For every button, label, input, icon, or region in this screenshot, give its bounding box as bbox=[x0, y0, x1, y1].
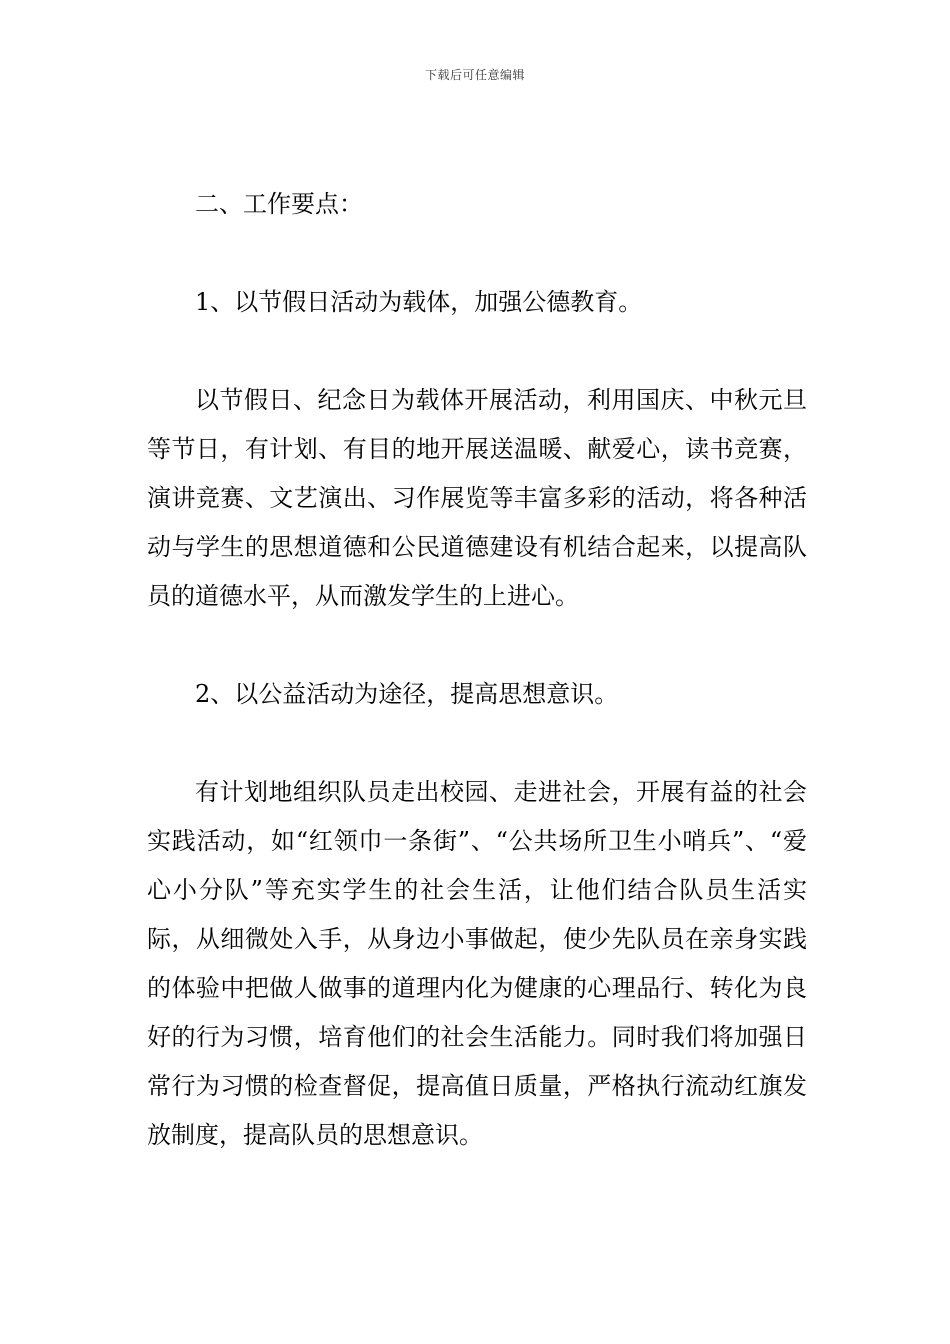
item2-title: 2、以公益活动为途径，提高思想意识。 bbox=[195, 680, 619, 708]
section-title: 二、工作要点： bbox=[195, 190, 363, 218]
spacer bbox=[147, 621, 807, 670]
item2-body: 有计划地组织队员走出校园、走进社会，开展有益的社会实践活动，如“红领巾一条街”、“公共场所卫生小哨兵”、“爱心小分队”等充实学生的社会生活，让他们结合队员生活实际，从细微处入手，从身边小事做起，使少先队员在亲身实践的体验中把做人做事的道理内化为健康的心理品行、转化为良好的行为习惯，培育他们的社会生活能力。同时我们将加强日常行为习惯的检查督促，提高值日质量，严格执行流动红旗发放制度，提高队员的思想意识。 bbox=[147, 778, 807, 1149]
item1-body: 以节假日、纪念日为载体开展活动，利用国庆、中秋元旦等节日，有计划、有目的地开展送温暖、献爱心，读书竞赛，演讲竞赛、文艺演出、习作展览等丰富多彩的活动，将各种活动与学生的思想道德和公民道德建设有机结合起来，以提高队员的道德水平，从而激发学生的上进心。 bbox=[147, 386, 807, 610]
header-note: 下载后可任意编辑 bbox=[424, 68, 525, 82]
spacer bbox=[147, 229, 807, 278]
spacer bbox=[147, 327, 807, 376]
item1-title: 1、以节假日活动为载体，加强公德教育。 bbox=[195, 288, 643, 316]
spacer bbox=[147, 719, 807, 768]
document-body bbox=[147, 180, 807, 1160]
